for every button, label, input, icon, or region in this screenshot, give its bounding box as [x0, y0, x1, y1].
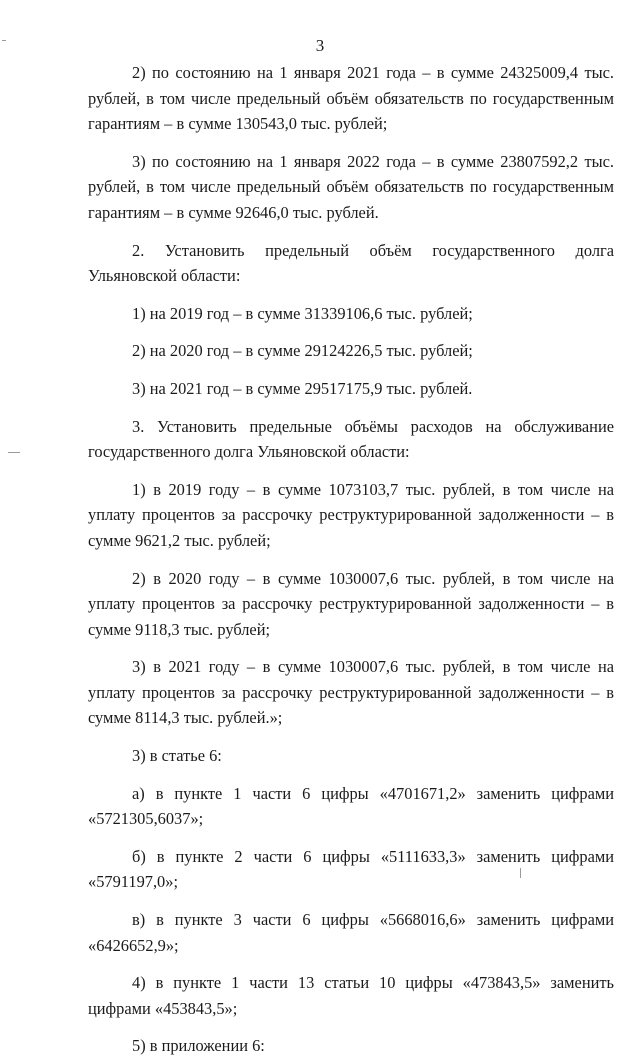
paragraph-12: а) в пункте 1 части 6 цифры «4701671,2» заменить цифрами «5721305,6037»; — [88, 783, 614, 829]
paragraph-5: 2) на 2020 год – в сумме 29124226,5 тыс. рублей; — [132, 341, 473, 361]
document-body — [88, 60, 614, 1059]
paragraph-10: 3) в 2021 году – в сумме 1030007,6 тыс. рублей, в том числе на уплату процентов за рассрочку реструктурированной задолженности – в сумме 8114,3 тыс. рублей.»; — [88, 657, 614, 728]
paragraph-9: 2) в 2020 году – в сумме 1030007,6 тыс. рублей, в том числе на уплату процентов за рассрочку реструктурированной задолженности – в сумме 9118,3 тыс. рублей; — [88, 568, 614, 639]
paragraph-8: 1) в 2019 году – в сумме 1073103,7 тыс. рублей, в том числе на уплату процентов за рассрочку реструктурированной задолженности – в сумме 9621,2 тыс. рублей; — [88, 479, 614, 550]
paragraph-16: 5) в приложении 6: — [132, 1036, 265, 1056]
paragraph-4: 1) на 2019 год – в сумме 31339106,6 тыс. рублей; — [132, 303, 473, 323]
paragraph-2: 3) по состоянию на 1 января 2022 года – в сумме 23807592,2 тыс. рублей, в том числе предельный объём обязательств по государственным гарантиям – в сумме 92646,0 тыс. рублей. — [88, 151, 614, 222]
paragraph-13: б) в пункте 2 части 6 цифры «5111633,3» заменить цифрами «5791197,0»; — [88, 846, 614, 892]
margin-tick-left-mid — [8, 452, 20, 453]
paragraph-14: в) в пункте 3 части 6 цифры «5668016,6» заменить цифрами «6426652,9»; — [88, 910, 614, 955]
paragraph-11: 3) в статье 6: — [132, 746, 222, 766]
paragraph-15: 4) в пункте 1 части 13 статьи 10 цифры «473843,5» заменить цифрами «453843,5»; — [88, 973, 614, 1018]
page-number: 3 — [315, 36, 325, 55]
paragraph-6: 3) на 2021 год – в сумме 29517175,9 тыс. рублей. — [132, 378, 473, 398]
paragraph-7: 3. Установить предельные объёмы расходов на обслуживание государственного долга Ульяновской области: — [88, 416, 614, 462]
paragraph-1: 2) по состоянию на 1 января 2021 года – в сумме 24325009,4 тыс. рублей, в том числе предельный объём обязательств по государственным гарантиям – в сумме 130543,0 тыс. рублей; — [88, 63, 614, 134]
paragraph-3: 2. Установить предельный объём государственного долга Ульяновской области: — [88, 240, 614, 286]
margin-tick-left-top — [2, 40, 6, 41]
